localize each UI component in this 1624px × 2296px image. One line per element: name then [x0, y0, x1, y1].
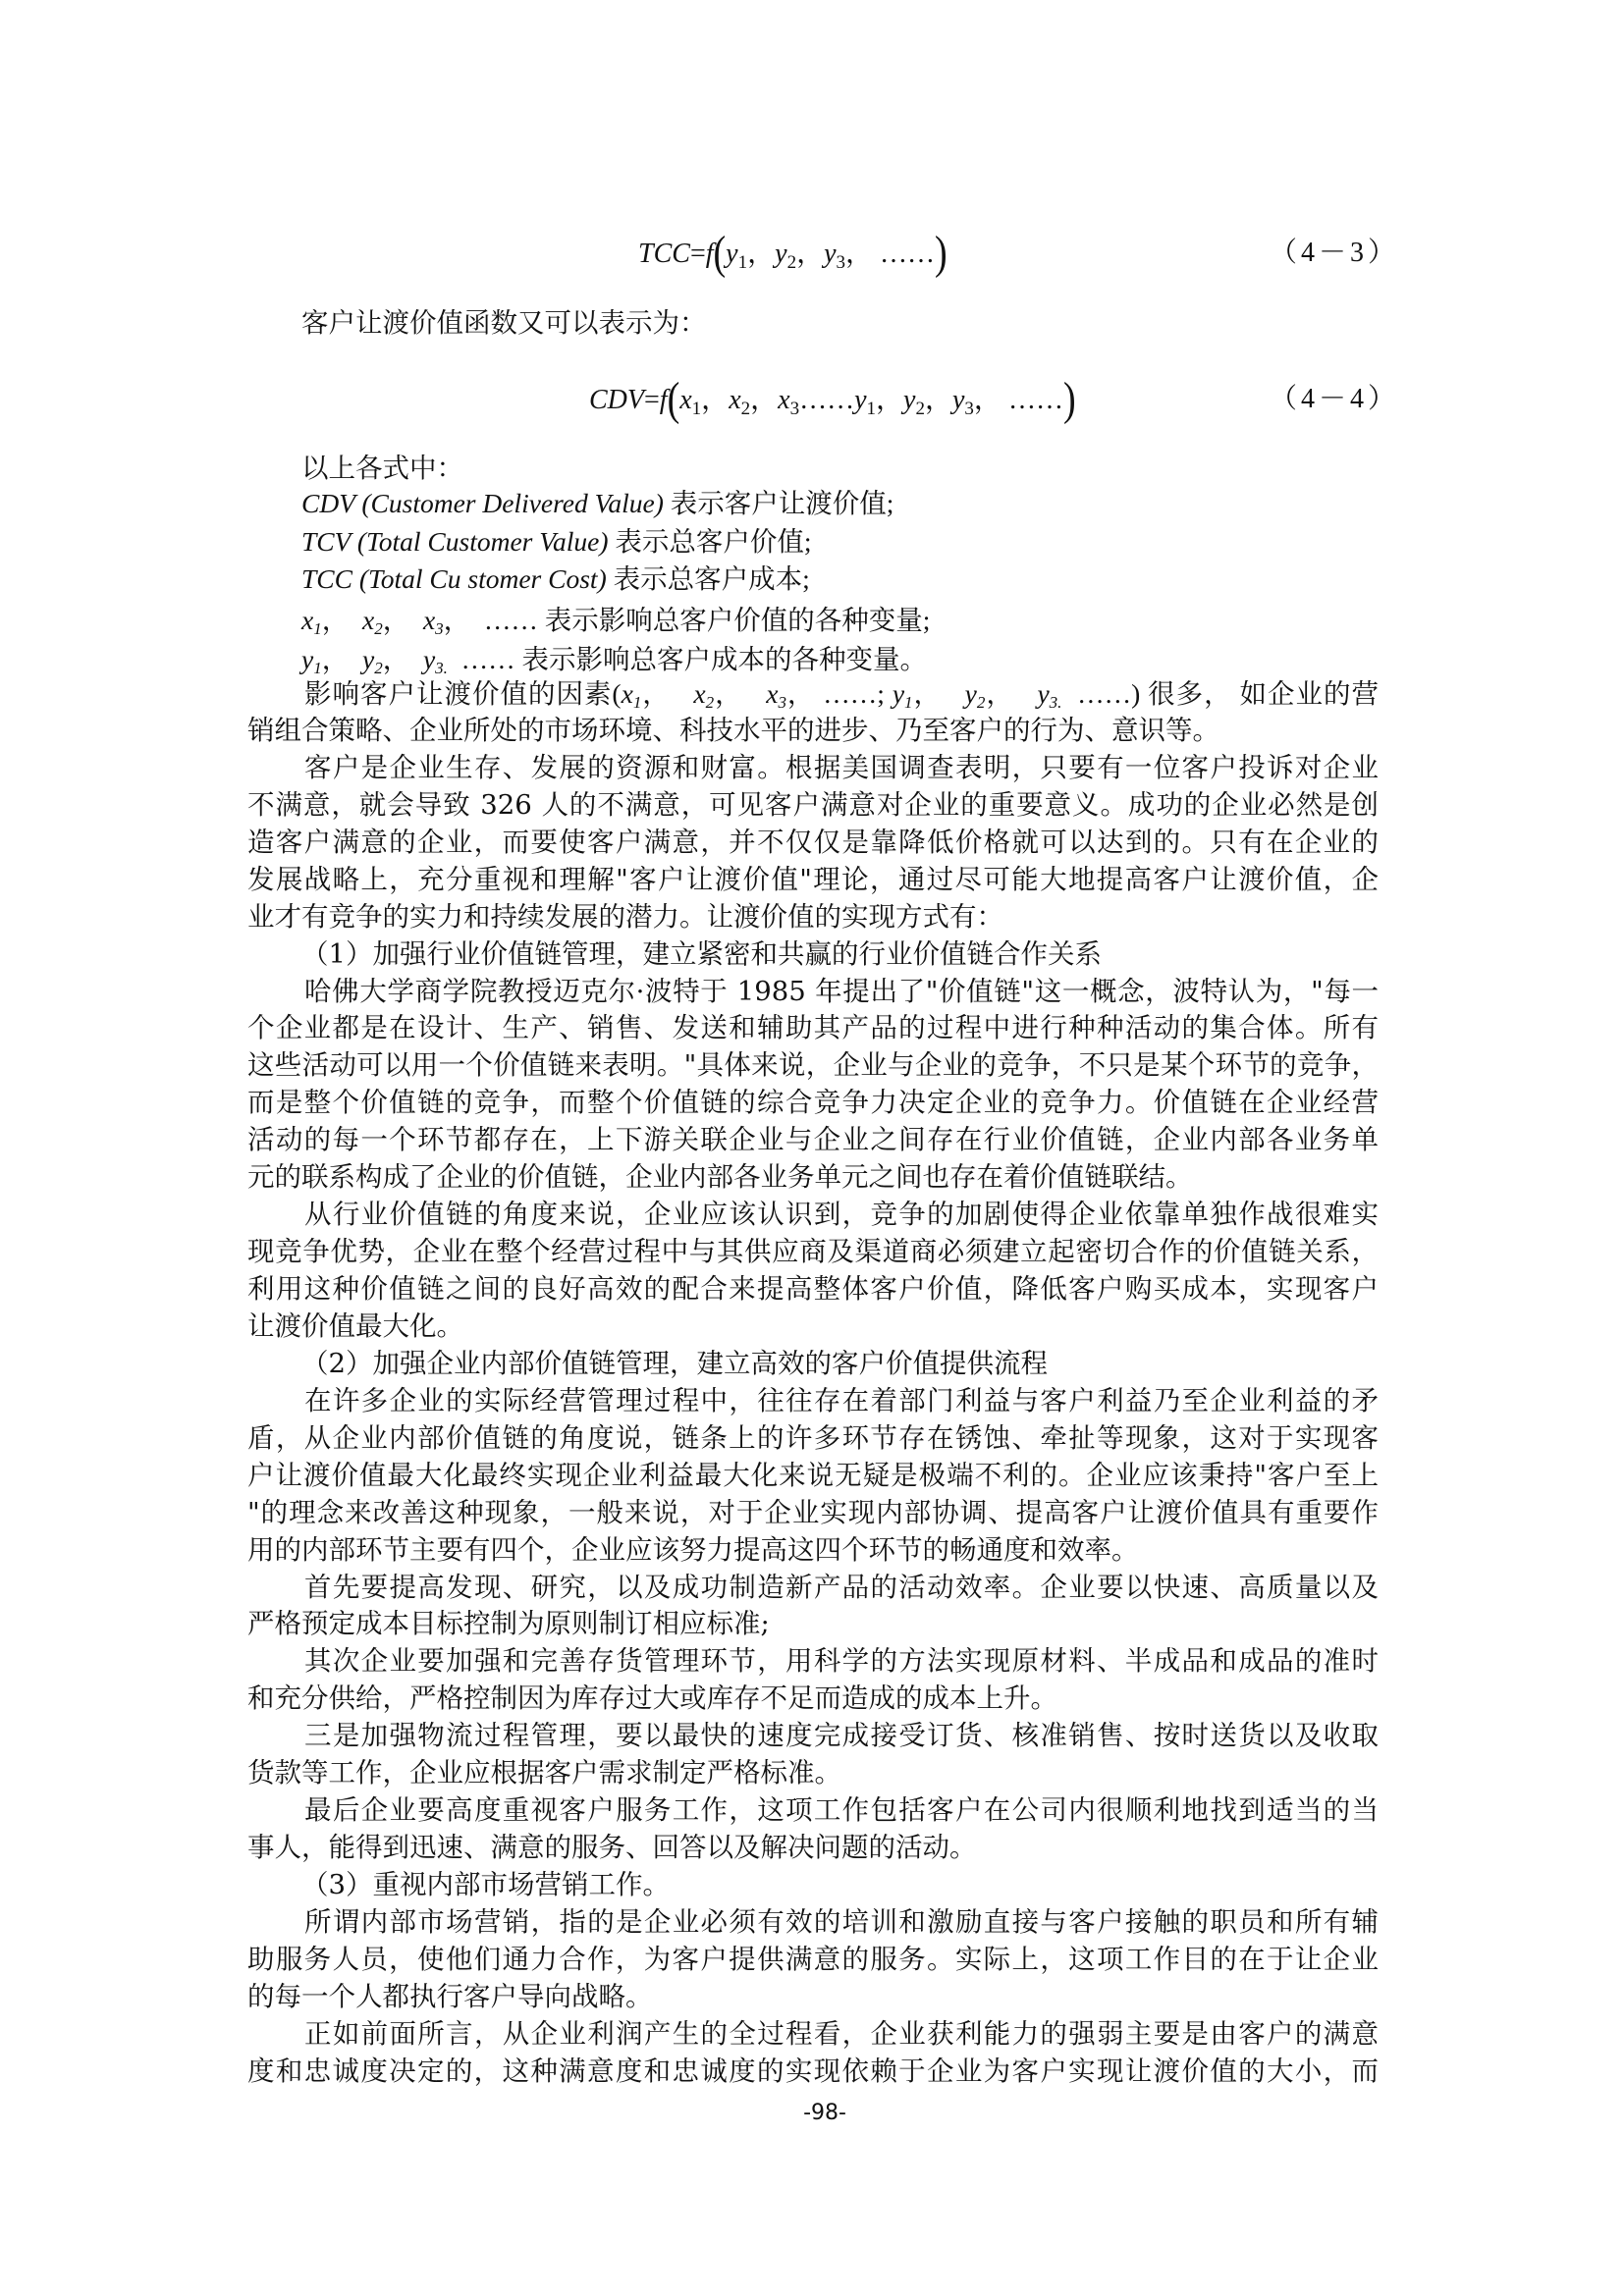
paragraph-third [247, 1718, 1379, 1792]
paragraph-internal-chain [247, 1383, 1379, 1570]
where-line: 以上各式中： [301, 453, 463, 484]
text-line: 这些活动可以用一个价值链来表明。"具体来说，企业与企业的竞争，不只是某个环节的竞争， [247, 1049, 1379, 1082]
paragraph-customer [247, 750, 1379, 936]
section-heading-1: （1）加强行业价值链管理，建立紧密和共赢的行业价值链合作关系 [301, 937, 1102, 970]
text-line: "的理念来改善这种现象，一般来说，对于企业实现内部协调、提高客户让渡价值具有重要作 [247, 1496, 1379, 1528]
text-line: 户让渡价值最大化最终实现企业利益最大化来说无疑是极端不利的。企业应该秉持"客户至上 [247, 1459, 1379, 1491]
text-line: 正如前面所言，从企业利润产生的全过程看，企业获利能力的强弱主要是由客户的满意 [304, 2017, 1379, 2050]
text-line: 首先要提高发现、研究，以及成功制造新产品的活动效率。企业要以快速、高质量以及 [304, 1571, 1379, 1603]
text-line: 个企业都是在设计、生产、销售、发送和辅助其产品的过程中进行种种活动的集合体。所有 [247, 1012, 1379, 1044]
text-line: 造客户满意的企业，而要使客户满意，并不仅仅是靠降低价格就可以达到的。只有在企业的 [247, 826, 1379, 858]
equation-number-4-4: （4－4） [1270, 384, 1400, 414]
text-line: 其次企业要加强和完善存货管理环节，用科学的方法实现原材料、半成品和成品的准时 [304, 1645, 1379, 1678]
paragraph-factors [247, 675, 1379, 750]
definition-x-vars: $x_1$， $x_2$， $x_3$， …… 表示影响总客户价值的各种变量; [301, 604, 931, 638]
text-line: 让渡价值最大化。 [247, 1309, 463, 1342]
section-heading-2: （2）加强企业内部价值链管理，建立高效的客户价值提供流程 [301, 1347, 1048, 1379]
text-line: 的每一个人都执行客户导向战略。 [247, 1980, 653, 2012]
equation-number-4-3: （4－3） [1270, 238, 1400, 268]
definition-cdv: CDV (Customer Delivered Value) 表示客户让渡价值; [301, 488, 894, 518]
paragraph-second [247, 1643, 1379, 1718]
definition-tcc: TCC (Total Cu stomer Cost) 表示总客户成本; [301, 562, 810, 594]
paragraph-last-step [247, 1792, 1379, 1867]
intro-line: 客户让渡价值函数又可以表示为： [301, 307, 707, 339]
text-line: 影响客户让渡价值的因素($x_1$， $x_2$， $x_3$， ……; $y_1$， $y_2$， $y_{3.}$ ……) 很多， 如企业的营 [304, 678, 1380, 712]
equation-4-3: $TCC=f(y_1$，$y_2$，$y_3$， ……) [638, 227, 947, 280]
definitions-list [301, 485, 930, 678]
text-line: 事人，能得到迅速、满意的服务、回答以及解决问题的活动。 [247, 1832, 977, 1864]
text-line: 严格预定成本目标控制为原则制订相应标准; [247, 1608, 770, 1640]
text-line: 元的联系构成了企业的价值链，企业内部各业务单元之间也存在着价值链联结。 [247, 1161, 1193, 1194]
page-number: -98- [803, 2101, 846, 2125]
text-line: 现竞争优势，企业在整个经营过程中与其供应商及渠道商必须建立起密切合作的价值链关系， [247, 1236, 1379, 1268]
definition-tcv: TCV (Total Customer Value) 表示总客户价值; [301, 525, 812, 557]
text-line: 用的内部环节主要有四个，企业应该努力提高这四个环节的畅通度和效率。 [247, 1533, 1139, 1566]
text-line: 从行业价值链的角度来说，企业应该认识到，竞争的加剧使得企业依靠单独作战很难实 [304, 1199, 1379, 1231]
paragraph-industry-chain [247, 1197, 1379, 1346]
text-line: 三是加强物流过程管理，要以最快的速度完成接受订货、核准销售、按时送货以及收取 [304, 1720, 1379, 1752]
text-line: 货款等工作，企业应根据客户需求制定严格标准。 [247, 1757, 841, 1789]
text-line: 而是整个价值链的竞争，而整个价值链的综合竞争力决定企业的竞争力。价值链在企业经营 [247, 1087, 1379, 1119]
text-line: 活动的每一个环节都存在，上下游关联企业与企业之间存在行业价值链，企业内部各业务单 [247, 1124, 1379, 1156]
section-heading-3: （3）重视内部市场营销工作。 [301, 1869, 670, 1900]
body-text [247, 675, 1379, 2091]
paragraph-first [247, 1570, 1379, 1644]
text-line: 销组合策略、企业所处的市场环境、科技水平的进步、乃至客户的行为、意识等。 [247, 714, 1219, 746]
equation-4-4: $CDV=f(x_1$，$x_2$，$x_3\dots\dots y_1$，$y_2$，$y_3$， ……) [589, 373, 1076, 426]
equation-lhs: TCC [638, 239, 690, 269]
text-line: 客户是企业生存、发展的资源和财富。根据美国调查表明，只要有一位客户投诉对企业 [304, 751, 1379, 783]
text-line: 助服务人员，使他们通力合作，为客户提供满意的服务。实际上，这项工作目的在于让企业 [247, 1943, 1379, 1975]
text-line: 发展战略上，充分重视和理解"客户让渡价值"理论，通过尽可能大地提高客户让渡价值，企 [247, 863, 1379, 895]
text-line: 业才有竞争的实力和持续发展的潜力。让渡价值的实现方式有： [247, 900, 1003, 933]
paragraph-porter [247, 974, 1379, 1198]
text-line: 盾，从企业内部价值链的角度说，链条上的许多环节存在锈蚀、牵扯等现象，这对于实现客 [247, 1421, 1379, 1454]
equation-lhs: CDV [589, 385, 644, 415]
text-line: 和充分供给，严格控制因为库存过大或库存不足而造成的成本上升。 [247, 1682, 1057, 1715]
text-line: 哈佛大学商学院教授迈克尔·波特于 1985 年提出了"价值链"这一概念，波特认为，"每一 [304, 975, 1379, 1007]
text-line: 最后企业要高度重视客户服务工作，这项工作包括客户在公司内很顺利地找到适当的当 [304, 1794, 1379, 1827]
text-line: 不满意，就会导致 326 人的不满意，可见客户满意对企业的重要意义。成功的企业必然是创 [247, 788, 1379, 821]
text-line: 在许多企业的实际经营管理过程中，往往存在着部门利益与客户利益乃至企业利益的矛 [304, 1384, 1379, 1416]
definition-y-vars: $y_1$， $y_2$， $y_{3.}$ …… 表示影响总客户成本的各种变量。 [301, 643, 928, 677]
paragraph-profit [247, 2016, 1379, 2091]
text-line: 度和忠诚度决定的，这种满意度和忠诚度的实现依赖于企业为客户实现让渡价值的大小，而 [247, 2055, 1379, 2087]
text-line: 所谓内部市场营销，指的是企业必须有效的培训和激励直接与客户接触的职员和所有辅 [304, 1905, 1379, 1938]
text-line: 利用这种价值链之间的良好高效的配合来提高整体客户价值，降低客户购买成本，实现客户 [247, 1273, 1379, 1305]
paragraph-internal-marketing [247, 1904, 1379, 2016]
